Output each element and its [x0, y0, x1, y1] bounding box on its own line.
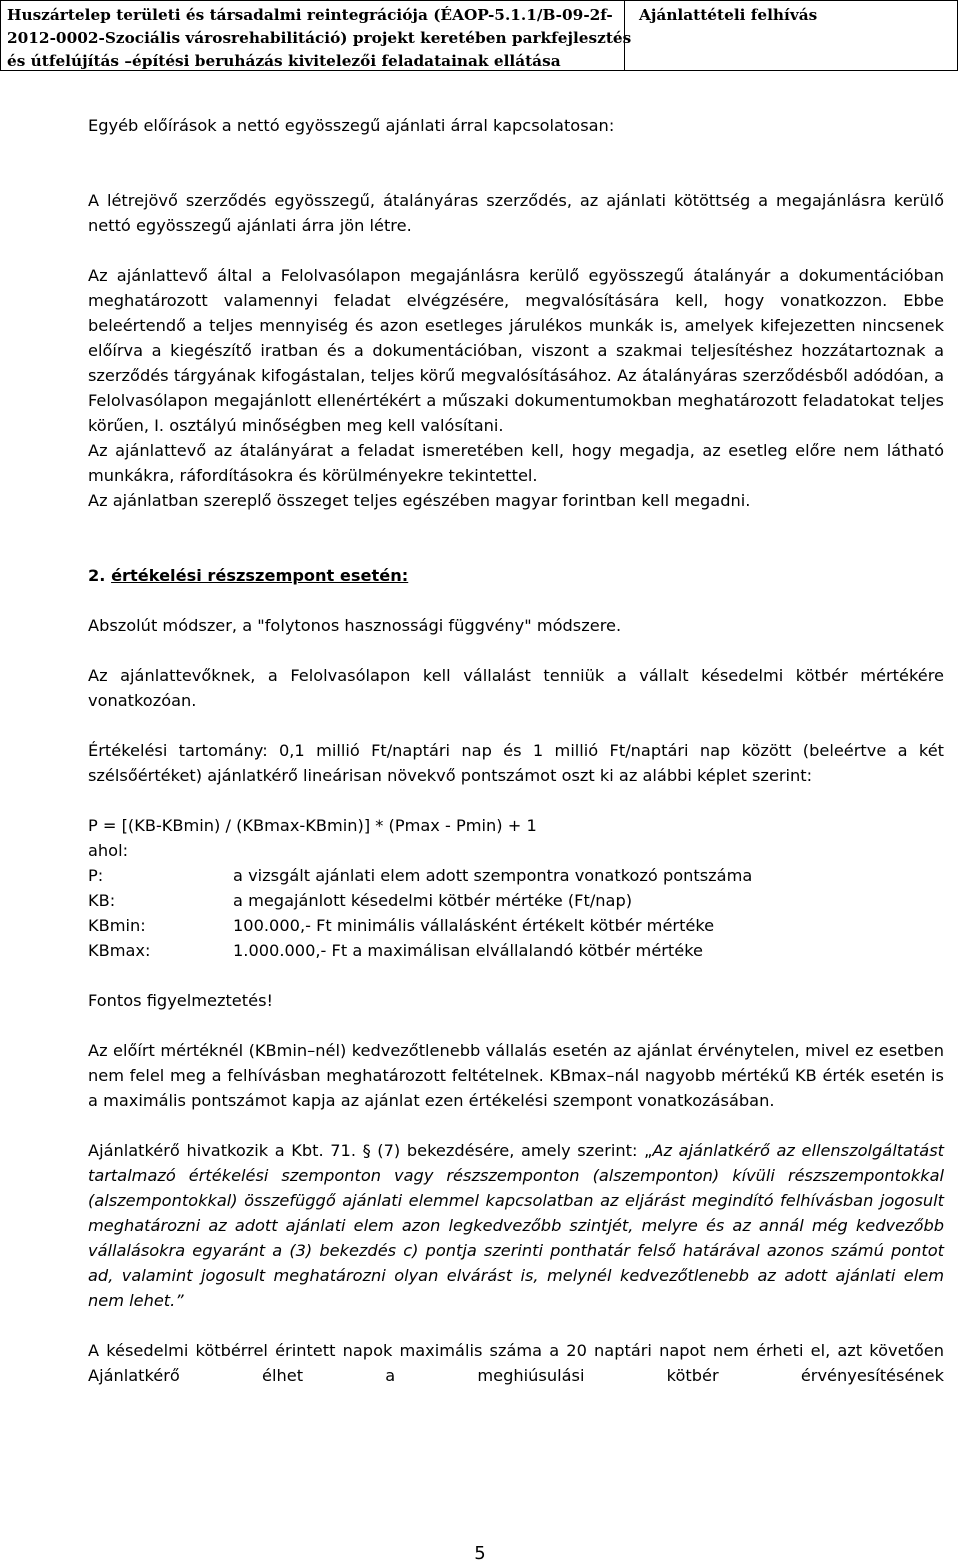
- paragraph-penalty-days: A késedelmi kötbérrel érintett napok maximális száma a 20 naptári napot nem érheti el, azt követően Ajánlatkérő élhet a meghiúsulási kötbér érvényesítésének: [88, 1341, 944, 1385]
- paragraph-kbt-reference: [88, 1138, 944, 1313]
- paragraph-contract-type: A létrejövő szerződés egyösszegű, átalányáras szerződés, az ajánlati kötöttség a megajánlásra kerülő nettó egyösszegű ajánlati árra jön létre.: [88, 191, 944, 235]
- definition-row: [88, 913, 944, 938]
- paragraph-invalid-offer: Az előírt mértéknél (KBmin–nél) kedvezőtlenebb vállalás esetén az ajánlat érvénytelen, mivel ez esetben nem felel meg a felhívásban meghatározott feltételnek. KBmax–nál nagyobb mértékű KB érték esetén is a maximális pontszámot kapja az ajánlat ezen értékelési szempont vonatkozásában.: [88, 1041, 944, 1110]
- definition-row: [88, 863, 944, 888]
- kbt-quote: Az ajánlatkérő az ellenszolgáltatást tartalmazó értékelési szemponton vagy részszemponton (alszemponton) kívüli részszempontokkal (alszempontokkal) összefüggő ajánlati elemmel kapcsolatban az eljárást megindító felhívásban jogosult meghatározni az adott ajánlati elem azon legkedvezőbb szintjét, melyre és az annál még kedvezőbb vállalásokra egyaránt a (3) bekezdés c) pontja szerinti ponthatár felső határával azonos számú pontot ad, valamint jogosult meghatározni olyan elvárást is, melynél kedvezőtlenebb az adott ajánlati elem nem lehet.”: [88, 1141, 945, 1310]
- formula-where: ahol:: [88, 841, 129, 860]
- definition-row: [88, 888, 944, 913]
- page-number: 5: [474, 1543, 486, 1564]
- document-body: [88, 113, 944, 1388]
- section-title: értékelési részszempont esetén:: [111, 566, 409, 585]
- definition-row: [88, 938, 944, 963]
- page-header: [0, 0, 958, 71]
- paragraph-commitment: Az ajánlattevőknek, a Felolvasólapon kell vállalást tenniük a vállalt késedelmi kötbér mértékére vonatkozóan.: [88, 666, 944, 710]
- definition-key: KB:: [88, 891, 116, 910]
- header-line: és útfelújítás –építési beruházás kivitelezői feladatainak ellátása: [7, 52, 561, 70]
- definition-value: a megajánlott késedelmi kötbér mértéke (Ft/nap): [233, 891, 633, 910]
- paragraph-method: Abszolút módszer, a "folytonos hasznossági függvény" módszere.: [88, 616, 622, 635]
- paragraph-lump-sum-knowledge: Az ajánlattevő az átalányárat a feladat ismeretében kell, hogy megadja, az esetleg előre nem látható munkákra, ráfordításokra és körülményekre tekintettel.: [88, 441, 944, 485]
- paragraph-currency: Az ajánlatban szereplő összeget teljes egészében magyar forintban kell megadni.: [88, 491, 751, 510]
- header-line: 2012-0002-Szociális városrehabilitáció) projekt keretében parkfejlesztés: [7, 29, 632, 47]
- paragraph-range: Értékelési tartomány: 0,1 millió Ft/naptári nap és 1 millió Ft/naptári nap között (beleértve a két szélsőértéket) ajánlatkérő lineárisan növekvő pontszámot oszt ki az alábbi képlet szerint:: [88, 741, 944, 785]
- formula: P = [(KB-KBmin) / (KBmax-KBmin)] * (Pmax - Pmin) + 1: [88, 816, 537, 835]
- paragraph-lump-sum: Az ajánlattevő által a Felolvasólapon megajánlásra kerülő egyösszegű átalányár a dokumentációban meghatározott valamennyi feladat elvégzésére, megvalósítására kell, hogy vonatkozzon. Ebbe beleértendő a teljes mennyiség és azon esetleges járulékos munkák is, amelyek kifejezetten nincsenek előírva a kiegészítő iratban és a dokumentációban, viszont a szakmai teljesítéshez hozzátartoznak a szerződés tárgyának kifogástalan, teljes körű megvalósításához. Az átalányáras szerződésből adódóan, a Felolvasólapon megajánlott ellenértékért a műszaki dokumentumokban meghatározott feladatokat teljes körűen, I. osztályú minőségben meg kell valósítani.: [88, 266, 944, 435]
- paragraph-other-rules: Egyéb előírások a nettó egyösszegű ajánlati árral kapcsolatosan:: [88, 116, 615, 135]
- header-document-type: Ajánlattételi felhívás: [639, 6, 818, 24]
- definition-key: KBmin:: [88, 916, 146, 935]
- kbt-intro: Ajánlatkérő hivatkozik a Kbt. 71. § (7) bekezdésére, amely szerint: „: [88, 1141, 653, 1160]
- section-number: 2.: [88, 566, 106, 585]
- warning-label: Fontos figyelmeztetés!: [88, 991, 273, 1010]
- definition-value: 1.000.000,- Ft a maximálisan elvállalandó kötbér mértéke: [233, 941, 703, 960]
- section-heading: [88, 563, 944, 588]
- header-line: Huszártelep területi és társadalmi reintegrációja (ÉAOP-5.1.1/B-09-2f-: [7, 6, 613, 24]
- definition-value: a vizsgált ajánlati elem adott szempontra vonatkozó pontszáma: [233, 866, 753, 885]
- definition-key: KBmax:: [88, 941, 151, 960]
- header-project-title: [1, 1, 632, 70]
- definition-value: 100.000,- Ft minimális vállalásként értékelt kötbér mértéke: [233, 916, 715, 935]
- definition-key: P:: [88, 866, 104, 885]
